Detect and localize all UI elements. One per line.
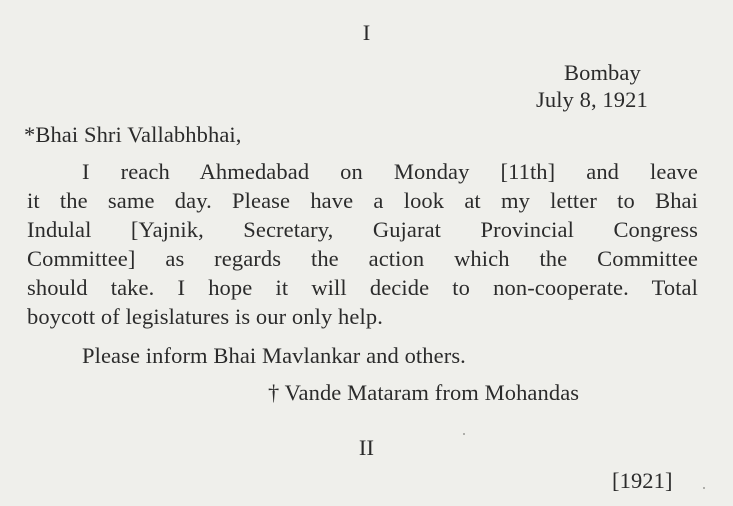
- body-line-2: it the same day. Please have a look at my letter to Bhai: [27, 188, 698, 213]
- letter-place: Bombay: [564, 60, 641, 85]
- body-line-4: Committee] as regards the action which the Committee: [27, 246, 698, 271]
- next-section-heading: II: [358, 435, 375, 460]
- letter-salutation: *Bhai Shri Vallabhbhai,: [24, 122, 242, 147]
- section-heading: I: [362, 20, 371, 45]
- body-line-6: boycott of legislatures is our only help.: [27, 304, 383, 329]
- next-letter-date: [1921]: [612, 468, 673, 493]
- body-line-5: should take. I hope it will decide to non-cooperate. Total: [27, 275, 698, 300]
- letter-signoff: † Vande Mataram from Mohandas: [268, 380, 580, 405]
- body-line-3: Indulal [Yajnik, Secretary, Gujarat Provincial Congress: [27, 217, 698, 242]
- paper-speck: [463, 433, 465, 435]
- closing-line: Please inform Bhai Mavlankar and others.: [82, 343, 466, 368]
- body-line-1: I reach Ahmedabad on Monday [11th] and leave: [82, 159, 698, 184]
- paper-speck: [703, 487, 705, 489]
- letter-date: July 8, 1921: [536, 87, 648, 112]
